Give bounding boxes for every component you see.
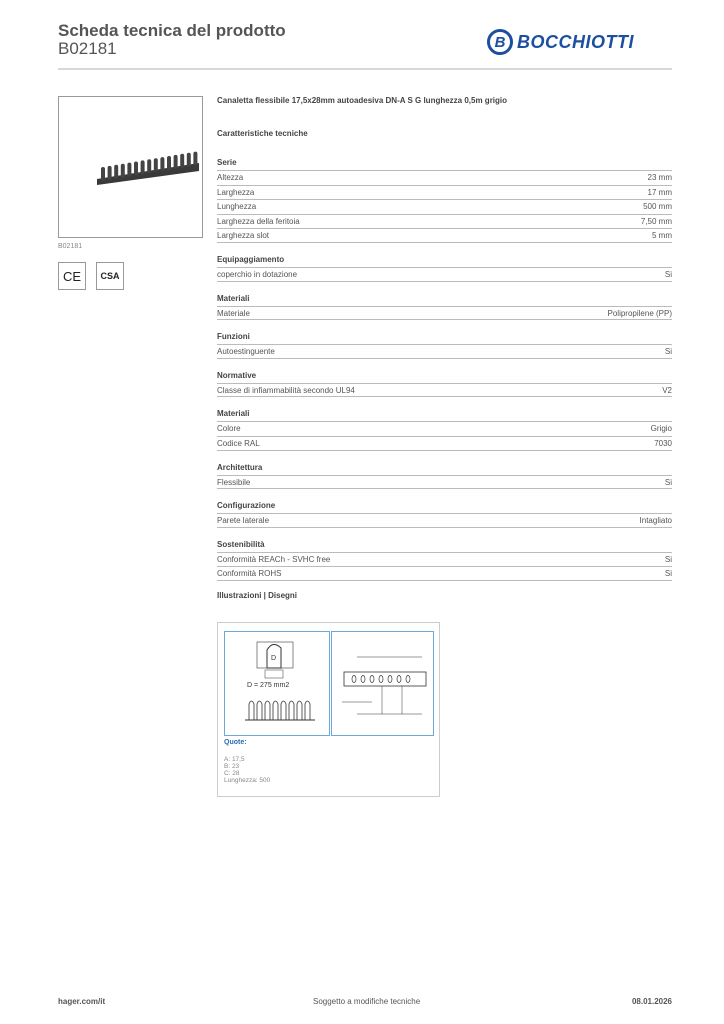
quote-b: B: 23 [224, 763, 240, 770]
channel-tooth [108, 166, 112, 180]
slot-hole [406, 676, 410, 683]
footer-disclaimer: Soggetto a modifiche tecniche [313, 997, 421, 1006]
spec-value: Polipropilene (PP) [607, 308, 672, 318]
slot-hole [352, 676, 356, 683]
spec-label: Classe di infiammabilità secondo UL94 [217, 385, 355, 395]
spec-section [217, 329, 672, 359]
comb-tooth [305, 701, 310, 720]
spec-value: 17 mm [647, 187, 672, 197]
section-title: Materiali [217, 409, 250, 419]
spec-row [217, 421, 672, 436]
spec-value: 7,50 mm [640, 216, 672, 226]
spec-label: Flessibile [217, 477, 251, 487]
quote-c: C: 28 [224, 770, 240, 777]
spec-label: Colore [217, 424, 241, 434]
spec-section [217, 155, 672, 243]
spec-row [217, 228, 672, 243]
technical-drawing [217, 622, 440, 797]
channel-tooth [160, 157, 164, 171]
section-title: Architettura [217, 462, 263, 472]
csa-mark-icon: CSA [96, 262, 124, 290]
spec-section [217, 406, 672, 450]
illustrations-title: Illustrazioni | Disegni [217, 590, 298, 600]
spec-value: Si [664, 569, 672, 579]
spec-label: Larghezza slot [217, 231, 270, 241]
section-title: Normative [217, 370, 257, 380]
spec-section [217, 368, 672, 398]
spec-label: Conformità REACh - SVHC free [217, 554, 331, 564]
drawing-top-view [331, 631, 434, 736]
spec-label: Materiale [217, 308, 250, 318]
spec-row [217, 436, 672, 451]
product-image [58, 96, 203, 238]
section-title: Configurazione [217, 501, 276, 511]
spec-sections [217, 155, 672, 581]
channel-tooth [174, 155, 178, 169]
spec-label: Codice RAL [217, 438, 260, 448]
spec-label: Larghezza [217, 187, 255, 197]
comb-tooth [249, 701, 254, 720]
spec-row [217, 513, 672, 528]
spec-value: V2 [662, 385, 672, 395]
channel-tooth [121, 164, 125, 178]
slot-hole [379, 676, 383, 683]
channel-tooth [147, 159, 151, 173]
spec-label: Larghezza della feritoia [217, 216, 300, 226]
logo-icon: B [487, 29, 513, 55]
section-title: Serie [217, 158, 237, 167]
spec-section [217, 291, 672, 321]
spec-row [217, 170, 672, 185]
spec-value: Intagliato [639, 516, 672, 526]
spec-row [217, 344, 672, 359]
spec-section [217, 537, 672, 581]
channel-tooth [114, 165, 118, 179]
spec-value: 7030 [654, 438, 672, 448]
footer-website-link[interactable]: hager.com/it [58, 997, 106, 1006]
spec-value: Grigio [650, 424, 672, 434]
channel-tooth [180, 154, 184, 168]
spec-label: Lunghezza [217, 202, 257, 212]
spec-section [217, 498, 672, 528]
image-code: B02181 [58, 243, 83, 250]
brand-name: BOCCHIOTTI [517, 31, 634, 52]
channel-tooth [154, 158, 158, 172]
quote-a: A: 17,5 [224, 756, 245, 763]
channel-tooth [193, 152, 197, 166]
top-view-drawing [332, 632, 433, 735]
section-title: Sostenibilità [217, 539, 265, 549]
comb-tooth [297, 701, 302, 720]
spec-label: Autoestinguente [217, 347, 275, 357]
svg-text:D: D [271, 655, 277, 662]
comb-tooth [281, 701, 286, 720]
channel-tooth [141, 160, 145, 174]
quote-length: Lunghezza: 500 [224, 777, 271, 784]
spec-value: Si [664, 554, 672, 564]
slot-hole [361, 676, 365, 683]
channel-tooth [134, 162, 138, 176]
slot-hole [370, 676, 374, 683]
product-description: Canaletta flessibile 17,5x28mm autoadesiva DN-A S G lunghezza 0,5m grigio [217, 96, 508, 105]
section-title: Equipaggiamento [217, 254, 285, 264]
slot-hole [397, 676, 401, 683]
spec-row [217, 552, 672, 567]
spec-row [217, 383, 672, 398]
spec-row [217, 306, 672, 321]
spec-value: Si [664, 347, 672, 357]
characteristics-title: Caratteristiche tecniche [217, 129, 308, 138]
spec-value: 5 mm [652, 231, 672, 241]
comb-tooth [273, 701, 278, 720]
spec-value: Si [664, 269, 672, 279]
quote-title: Quote: [224, 739, 247, 746]
spec-row [217, 185, 672, 200]
comb-tooth [265, 701, 270, 720]
spec-row [217, 214, 672, 229]
spec-row [217, 475, 672, 490]
spec-value: 23 mm [647, 173, 672, 182]
channel-tooth [167, 156, 171, 170]
spec-row [217, 267, 672, 282]
channel-tooth [101, 167, 105, 181]
channel-tooth [127, 163, 131, 177]
section-title: Funzioni [217, 332, 250, 342]
spec-value: 500 mm [643, 202, 672, 212]
comb-tooth [289, 701, 294, 720]
page-title: Scheda tecnica del prodotto [58, 21, 286, 40]
spec-label: Parete laterale [217, 516, 270, 526]
slot-hole [388, 676, 392, 683]
spec-row [217, 199, 672, 214]
brand-logo [487, 29, 634, 55]
spec-panel [217, 96, 672, 600]
footer-date: 08.01.2026 [631, 997, 672, 1006]
product-photo [59, 97, 204, 239]
channel-tooth [187, 153, 191, 167]
area-label: D = 275 mm2 [247, 682, 290, 689]
spec-section [217, 460, 672, 490]
drawing-cross-section [224, 631, 330, 736]
spec-label: Altezza [217, 173, 244, 182]
spec-section [217, 252, 672, 282]
product-code: B02181 [58, 39, 117, 58]
section-title: Materiali [217, 293, 250, 303]
ce-mark-icon: CE [58, 262, 86, 290]
spec-label: Conformità ROHS [217, 569, 282, 579]
header-divider [58, 68, 672, 70]
spec-label: coperchio in dotazione [217, 269, 298, 279]
spec-value: Si [664, 477, 672, 487]
spec-row [217, 566, 672, 581]
comb-tooth [257, 701, 262, 720]
